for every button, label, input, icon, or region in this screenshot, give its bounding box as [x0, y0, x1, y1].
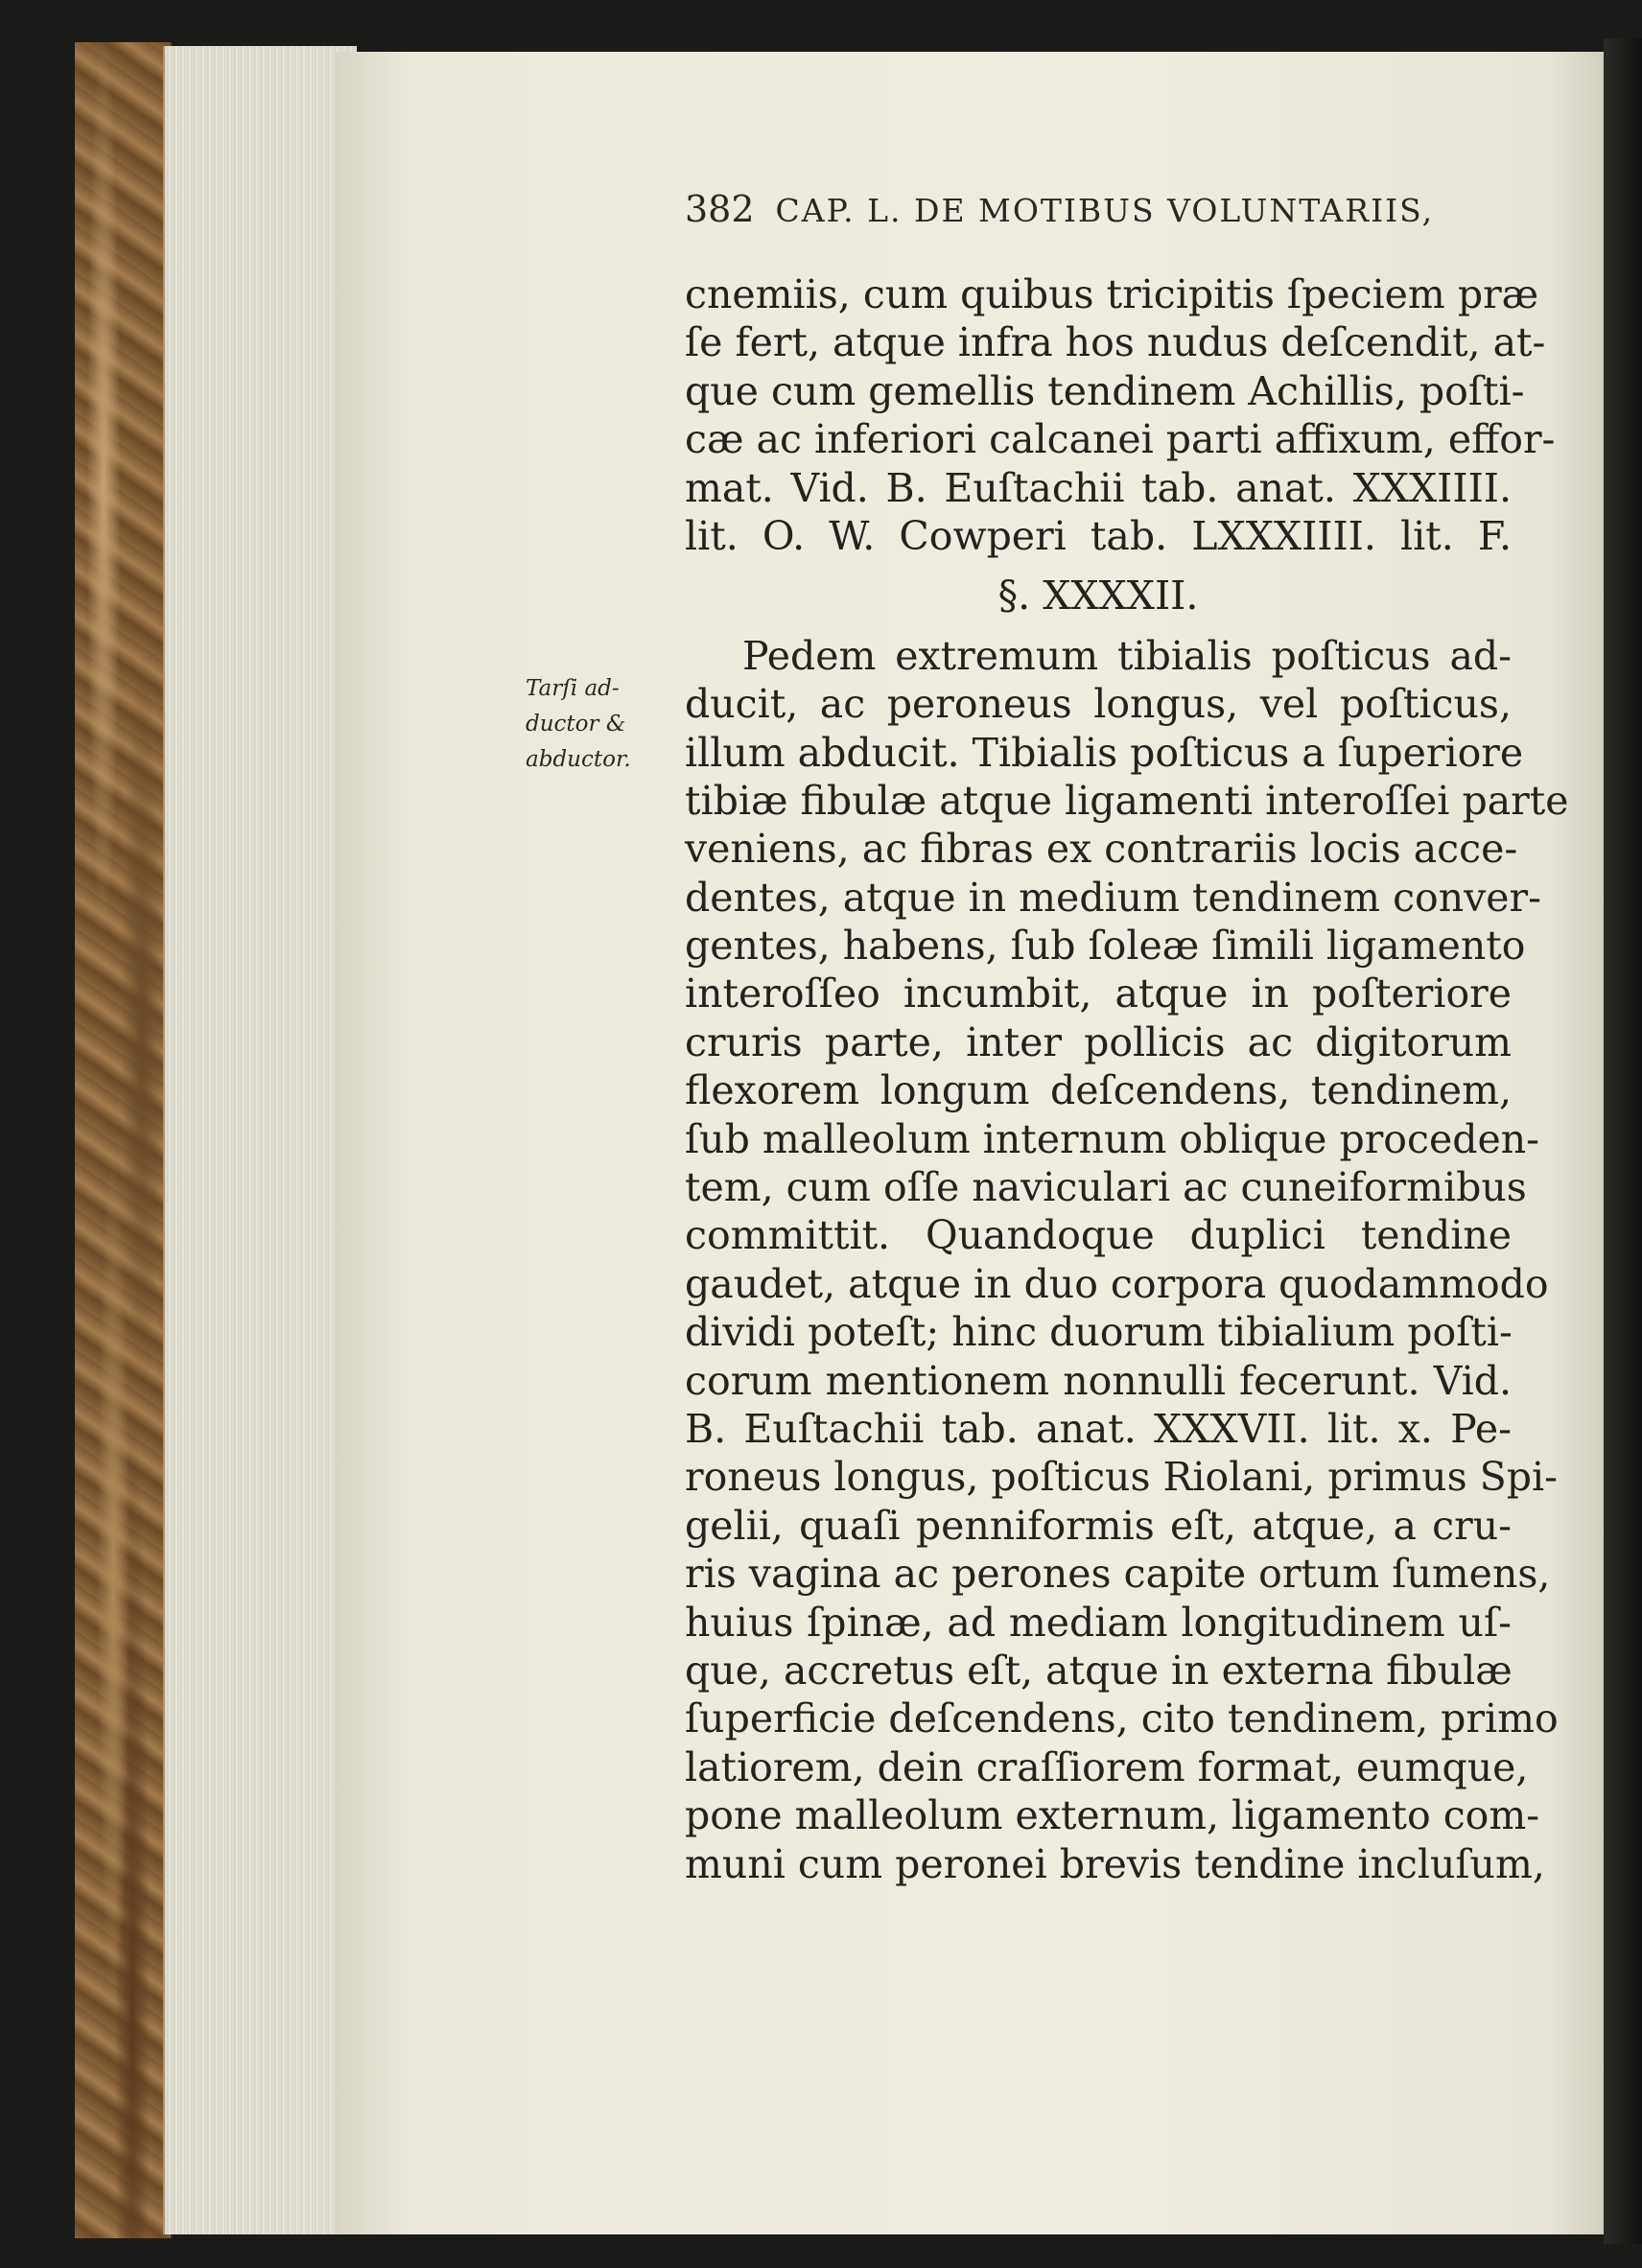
marginal-note: [526, 671, 679, 778]
text-line: corum mentionem nonnulli fecerunt. Vid.: [685, 1357, 1512, 1404]
text-line: que cum gemellis tendinem Achillis, poſti-: [685, 367, 1525, 414]
text-line: gelii, quaſi penniformis eſt, atque, a cru-: [685, 1502, 1512, 1549]
text-line: muni cum peronei brevis tendine incluſum,: [685, 1840, 1545, 1887]
text-line: tem, cum oſſe naviculari ac cuneiformibus: [685, 1164, 1527, 1211]
text-line: roneus longus, poſticus Riolani, primus Spi-: [685, 1454, 1558, 1501]
marginal-note-line: abductor.: [526, 747, 631, 772]
text-line: ſuperficie deſcendens, cito tendinem, primo: [685, 1695, 1559, 1742]
text-line: ducit, ac peroneus longus, vel poſticus,: [685, 681, 1512, 728]
page-number: 382: [685, 188, 755, 230]
text-line: illum abducit. Tibialis poſticus a ſuperiore: [685, 729, 1524, 776]
text-line: ſe fert, atque infra hos nudus deſcendit, at-: [685, 319, 1546, 366]
text-line: veniens, ac fibras ex contrariis locis acce-: [685, 826, 1518, 873]
book-cover-marbled: [75, 42, 173, 2238]
text-line: cæ ac inferiori calcanei parti affixum, effor-: [685, 416, 1556, 463]
marginal-note-line: ductor &: [526, 712, 626, 737]
text-line: ris vagina ac perones capite ortum ſumens,: [685, 1551, 1551, 1598]
page-gutter-shadow: [1604, 38, 1642, 2244]
text-line: Pedem extremum tibialis poſticus ad-: [742, 632, 1512, 679]
text-line: lit. O. W. Cowperi tab. LXXXIIII. lit. F.: [685, 512, 1512, 559]
text-line: latiorem, dein craſſiorem format, eumque,: [685, 1743, 1529, 1790]
body-text: [685, 270, 1569, 1888]
text-line: cruris parte, inter pollicis ac digitorum: [685, 1018, 1512, 1065]
text-line: dentes, atque in medium tendinem conver-: [685, 874, 1542, 921]
text-line: flexorem longum deſcendens, tendinem,: [685, 1067, 1512, 1114]
text-line: pone malleolum externum, ligamento com-: [685, 1792, 1540, 1839]
text-line: tibiæ fibulæ atque ligamenti interoſſei parte: [685, 777, 1569, 824]
text-line: ſub malleolum internum oblique proceden-: [685, 1115, 1539, 1162]
text-line: interoſſeo incumbit, atque in poſteriore: [685, 970, 1512, 1017]
text-line: dividi poteſt; hinc duorum tibialium poſti-: [685, 1309, 1513, 1356]
text-line: cnemiis, cum quibus tricipitis ſpeciem præ: [685, 271, 1539, 317]
section-heading: §. XXXXII.: [997, 573, 1199, 620]
running-head-title: CAP. L. DE MOTIBUS VOLUNTARIIS,: [775, 192, 1435, 229]
text-line: gentes, habens, ſub ſoleæ ſimili ligamento: [685, 923, 1526, 970]
text-line: committit. Quandoque duplici tendine: [685, 1212, 1512, 1259]
running-head: [685, 188, 1471, 236]
text-line: huius ſpinæ, ad mediam longitudinem uſ-: [685, 1599, 1512, 1646]
text-line: B. Euſtachii tab. anat. XXXVII. lit. x. Pe-: [685, 1405, 1512, 1452]
page-edges: [163, 46, 357, 2234]
text-line: que, accretus eſt, atque in externa fibulæ: [685, 1647, 1513, 1694]
text-line: gaudet, atque in duo corpora quodammodo: [685, 1260, 1549, 1307]
text-line: mat. Vid. B. Euſtachii tab. anat. XXXIIII.: [685, 464, 1512, 511]
marginal-note-line: Tarſi ad-: [526, 676, 620, 701]
